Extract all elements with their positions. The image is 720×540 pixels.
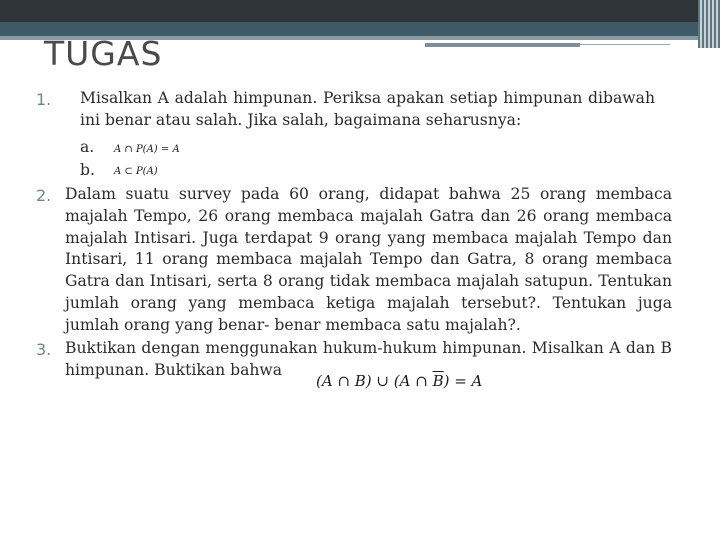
formula-b: A ⊂ P(A) — [114, 166, 158, 177]
header-dark-band — [0, 0, 720, 22]
decorative-bar — [425, 43, 580, 47]
formula-complement: $\overline{B}$ — [432, 372, 444, 390]
decorative-line-light — [130, 40, 430, 41]
subitem-label-a: a. — [80, 138, 95, 156]
task-text: Misalkan A adalah himpunan. Periksa apakan setiap himpunan dibawah ini benar atau salah. Jika salah, bagaimana seharusnya: — [80, 89, 655, 129]
subitem-label-b: b. — [80, 161, 95, 179]
task-number: 3. — [36, 340, 52, 359]
formula-left: (A ∩ B) ∪ (A ∩ — [316, 372, 433, 390]
task-text: Dalam suatu survey pada 60 orang, didapat bahwa 25 orang membaca majalah Tempo, 26 orang membaca majalah Gatra dan 26 orang membaca majalah Intisari. Juga terdapat 9 orang yang membaca majalah Tempo dan Intisari, 11 orang membaca majalah Tempo dan Gatra, 8 orang membaca Gatra dan Intisari, serta 8 orang tidak membaca majalah satupun. Tentukan jumlah orang yang membaca ketiga majalah tersebut?. Tentukan juga jumlah orang yang benar- benar membaca satu majalah?. — [65, 185, 672, 334]
task-text-content: Buktikan dengan menggunakan hukum-hukum himpunan. Misalkan A dan B himpunan. Buktikan bahwa — [65, 339, 672, 379]
page-title: TUGAS — [44, 34, 163, 73]
formula-a: A ∩ P(A) = A — [114, 144, 180, 155]
task-number: 2. — [36, 186, 52, 205]
proof-formula — [316, 372, 482, 390]
header-stripe-decoration — [698, 0, 720, 48]
formula-right: ) = A — [443, 372, 483, 390]
task-number: 1. — [36, 90, 52, 109]
